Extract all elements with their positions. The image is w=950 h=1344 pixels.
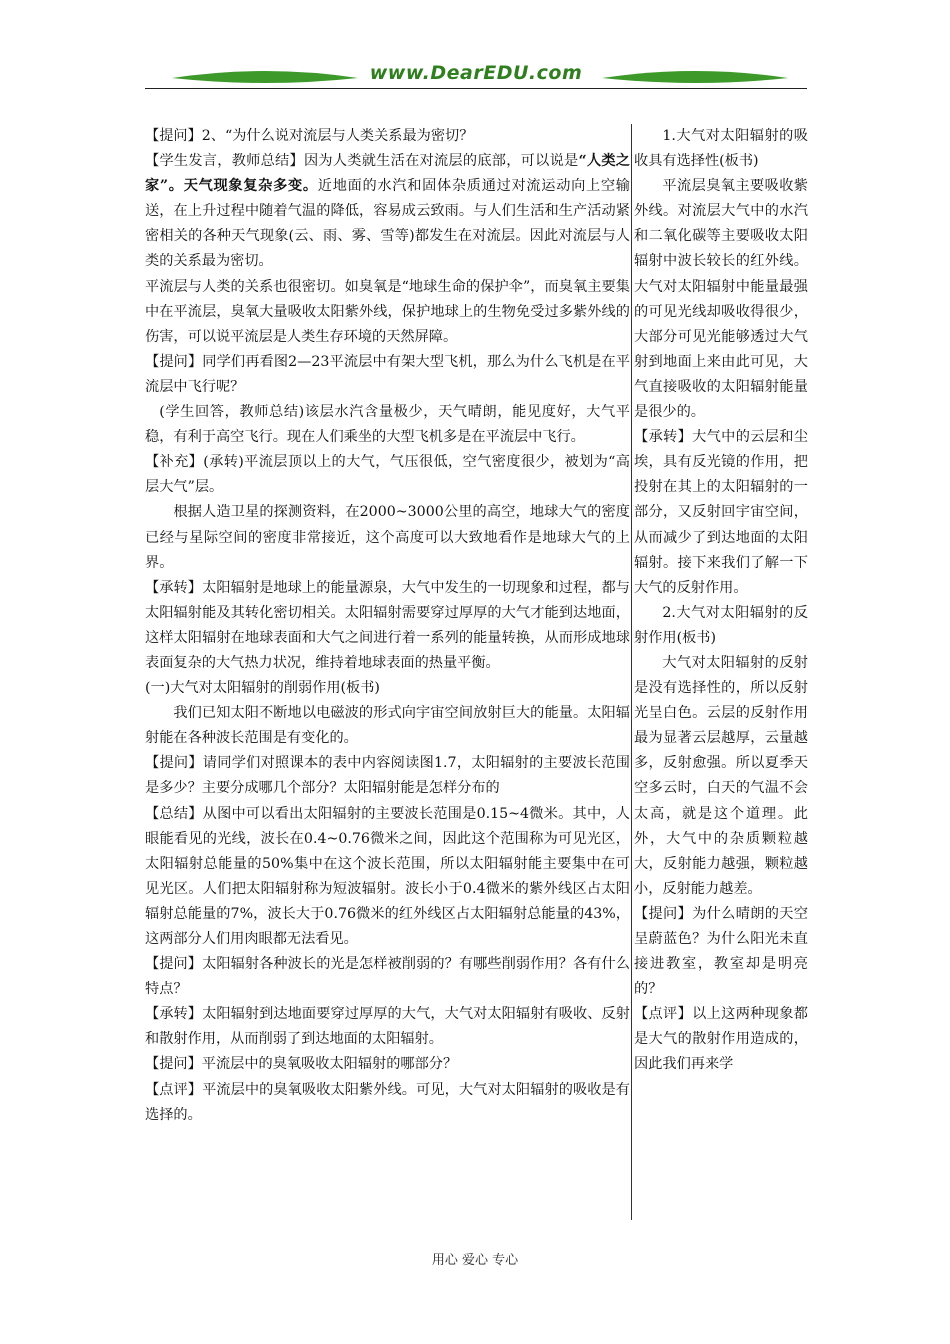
transition-paragraph: 【承转】太阳辐射是地球上的能量源泉，大气中发生的一切现象和过程，都与太阳辐射能及其转化密切相关。太阳辐射需要穿过厚厚的大气才能到达地面，这样太阳辐射在地球表面和大气之间进行着一系列的能量转换，从而形成地球表面复杂的大气热力状况，维持着地球表面的热量平衡。	[145, 579, 630, 671]
section-heading: 1.大气对太阳辐射的吸收具有选择性(板书)	[634, 128, 808, 170]
page-footer: 用心 爱心 专心	[431, 1253, 519, 1268]
text-paragraph: 平流层臭氧主要吸收紫外线。对流层大气中的水汽和二氧化碳等主要吸收太阳辐射中波长较长的红外线。大气对太阳辐射中能量最强的可见光线却吸收得很少，大部分可见光能够透过大气射到地面上来由此可见，大气直接吸收的太阳辐射能量是很少的。	[634, 178, 808, 421]
section-heading: (一)大气对太阳辐射的削弱作用(板书)	[145, 680, 380, 697]
text-paragraph: 根据人造卫星的探测资料，在2000~3000公里的高空，地球大气的密度已经与星际空间的密度非常接近，这个高度可以大致地看作是地球大气的上界。	[145, 504, 630, 571]
header-rule	[145, 88, 807, 89]
section-heading: 2.大气对太阳辐射的反射作用(板书)	[634, 604, 808, 646]
side-column	[634, 124, 808, 1078]
answer-paragraph: 【学生发言，教师总结】因为人类就生活在对流层的底部，可以说是“人类之家”。天气现象复杂多变。近地面的水汽和固体杂质通过对流运动向上空输送，在上升过程中随着气温的降低，容易成云致雨。与人们生活和生产活动紧密相关的各种天气现象(云、雨、雾、雪等)都发生在对流层。因此对流层与人类的关系最为密切。	[145, 153, 630, 270]
column-divider	[631, 124, 632, 1220]
page-header	[145, 58, 807, 92]
main-column	[145, 124, 630, 1128]
comment-paragraph: 【点评】平流层中的臭氧吸收太阳紫外线。可见，大气对太阳辐射的吸收是有选择的。	[145, 1081, 630, 1123]
site-logo: www.DearEDU.com	[369, 62, 583, 84]
question-paragraph: 【提问】平流层中的臭氧吸收太阳辐射的哪部分？	[145, 1056, 458, 1073]
comment-paragraph: 【点评】以上这两种现象都是大气的散射作用造成的，因此我们再来学	[634, 1006, 808, 1073]
bold-phrase: 天气现象复杂多变。	[183, 178, 318, 195]
transition-paragraph: 【承转】大气中的云层和尘埃，具有反光镜的作用，把投射在其上的太阳辐射的一部分，又反射回宇宙空间，从而减少了到达地面的太阳辐射。接下来我们了解一下大气的反射作用。	[634, 429, 808, 596]
text-paragraph: 我们已知太阳不断地以电磁波的形式向宇宙空间放射巨大的能量。太阳辐射能在各种波长范围是有变化的。	[145, 705, 630, 747]
right-swoosh-decoration	[600, 66, 790, 88]
text-paragraph: 平流层与人类的关系也很密切。如臭氧是“地球生命的保护伞”，而臭氧主要集中在平流层，臭氧大量吸收太阳紫外线，保护地球上的生物免受过多紫外线的伤害，可以说平流层是人类生存环境的天然屏障。	[145, 278, 630, 345]
transition-paragraph: 【承转】太阳辐射到达地面要穿过厚厚的大气，大气对太阳辐射有吸收、反射和散射作用，从而削弱了到达地面的太阳辐射。	[145, 1006, 630, 1048]
question-paragraph: 【提问】太阳辐射各种波长的光是怎样被削弱的？有哪些削弱作用？各有什么特点？	[145, 956, 630, 998]
bold-phrase: “人类之家”。	[145, 153, 630, 195]
question-paragraph: 【提问】请同学们对照课本的表中内容阅读图1.7，太阳辐射的主要波长范围是多少？主要分成哪几个部分？太阳辐射能是怎样分布的	[145, 755, 630, 797]
answer-paragraph: (学生回答，教师总结)该层水汽含量极少，天气晴朗，能见度好，大气平稳，有利于高空飞行。现在人们乘坐的大型飞机多是在平流层中飞行。	[145, 404, 630, 446]
question-paragraph: 【提问】2、“为什么说对流层与人类关系最为密切？	[145, 128, 474, 144]
question-paragraph: 【提问】为什么晴朗的天空呈蔚蓝色？为什么阳光未直接进教室，教室却是明亮的？	[634, 905, 808, 998]
summary-paragraph: 【总结】从图中可以看出太阳辐射的主要波长范围是0.15~4微米。其中，人眼能看见的光线，波长在0.4~0.76微米之间，因此这个范围称为可见光区，太阳辐射总能量的50%集中在这个波长范围，所以太阳辐射能主要集中在可见光区。人们把太阳辐射称为短波辐射。波长小于0.4微米的紫外线区占太阳辐射总能量的7%，波长大于0.76微米的红外线区占太阳辐射总能量的43%，这两部分人们用肉眼都无法看见。	[145, 805, 630, 947]
supplement-paragraph: 【补充】(承转)平流层顶以上的大气，气压很低，空气密度很少，被划为“高层大气”层。	[145, 454, 630, 496]
question-paragraph: 【提问】同学们再看图2—23平流层中有架大型飞机，那么为什么飞机是在平流层中飞行呢？	[145, 353, 630, 395]
text-paragraph: 大气对太阳辐射的反射是没有选择性的，所以反射光呈白色。云层的反射作用最为显著云层越厚，云量越多，反射愈强。所以夏季天空多云时，白天的气温不会太高，就是这个道理。此外，大气中的杂质颗粒越大，反射能力越强，颗粒越小，反射能力越差。	[634, 654, 808, 897]
